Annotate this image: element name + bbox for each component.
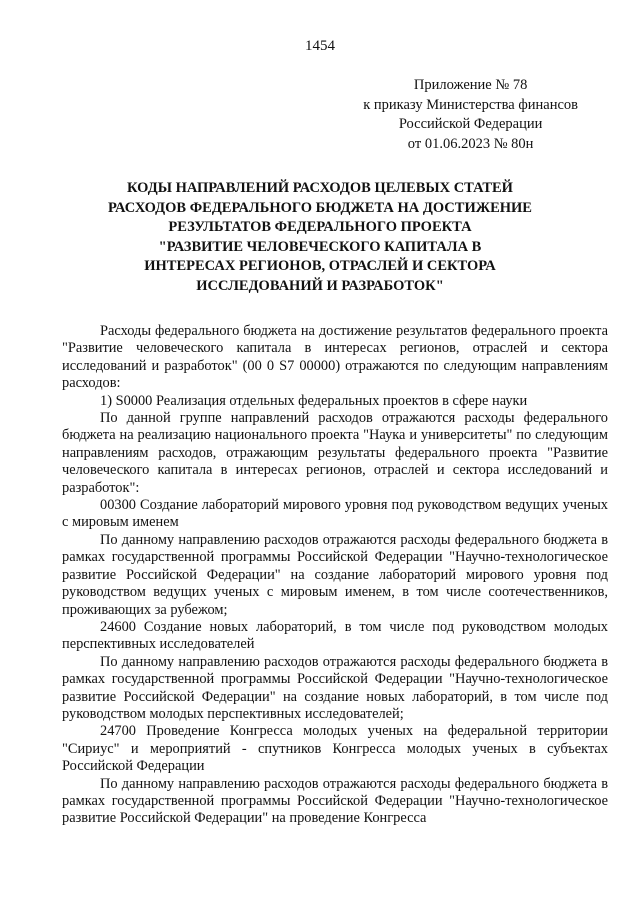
title-line: "РАЗВИТИЕ ЧЕЛОВЕЧЕСКОГО КАПИТАЛА В [158,238,482,255]
title-line: РАСХОДОВ ФЕДЕРАЛЬНОГО БЮДЖЕТА НА ДОСТИЖЕНИЕ [108,199,532,216]
paragraph: Расходы федерального бюджета на достижение результатов федерального проекта "Развитие человеческого капитала в интересах регионов, отраслей и сектора исследований и разработок" (00 0 S7 00000) отражаются по следующим направлениям расходов: [62,323,608,392]
title-line: КОДЫ НАПРАВЛЕНИЙ РАСХОДОВ ЦЕЛЕВЫХ СТАТЕЙ [127,180,513,196]
paragraph: По данному направлению расходов отражаются расходы федерального бюджета в рамках государственной программы Российской Федерации "Научно-технологическое развитие Российской Федерации" на создание новых лабораторий, в том числе под руководством молодых перспективных исследователей; [62,653,608,722]
paragraph: 00300 Создание лабораторий мирового уровня под руководством ведущих ученых с мировым именем [62,497,608,531]
appendix-line: Приложение № 78 [413,77,528,93]
paragraph: По данному направлению расходов отражаются расходы федерального бюджета в рамках государственной программы Российской Федерации "Научно-технологическое развитие Российской Федерации" на создание лабораторий мирового уровня под руководством ведущих ученых с мировым именем, в том числе соотечественников, проживающих за рубежом; [62,531,608,618]
paragraph: 24600 Создание новых лабораторий, в том числе под руководством молодых перспективных исследователей [62,618,608,653]
appendix-line: Российской Федерации [398,116,543,132]
appendix-line: к приказу Министерства финансов [363,96,578,113]
title-line: РЕЗУЛЬТАТОВ ФЕДЕРАЛЬНОГО ПРОЕКТА [168,219,472,235]
appendix-block [363,76,578,154]
document-body [62,323,608,828]
page-number: 1454 [305,38,335,54]
appendix-line: от 01.06.2023 № 80н [407,135,534,152]
paragraph: 1) S0000 Реализация отдельных федеральных проектов в сфере науки [100,392,528,409]
title-line: ИНТЕРЕСАХ РЕГИОНОВ, ОТРАСЛЕЙ И СЕКТОРА [144,258,496,274]
paragraph: По данной группе направлений расходов отражаются расходы федерального бюджета на реализацию национального проекта "Наука и университеты" по следующим направлениям расходов, отражающим результаты федерального проекта "Развитие человеческого капитала в интересах регионов, отраслей и сектора исследований и разработок": [62,410,608,496]
document-title [60,179,580,296]
paragraph: По данному направлению расходов отражаются расходы федерального бюджета в рамках государственной программы Российской Федерации "Научно-технологическое развитие Российской Федерации" на проведение Конгресса [62,775,608,827]
title-line: ИССЛЕДОВАНИЙ И РАЗРАБОТОК" [196,277,444,294]
paragraph: 24700 Проведение Конгресса молодых ученых на федеральной территории "Сириус" и мероприятий - спутников Конгресса молодых ученых в субъектах Российской Федерации [62,723,608,775]
